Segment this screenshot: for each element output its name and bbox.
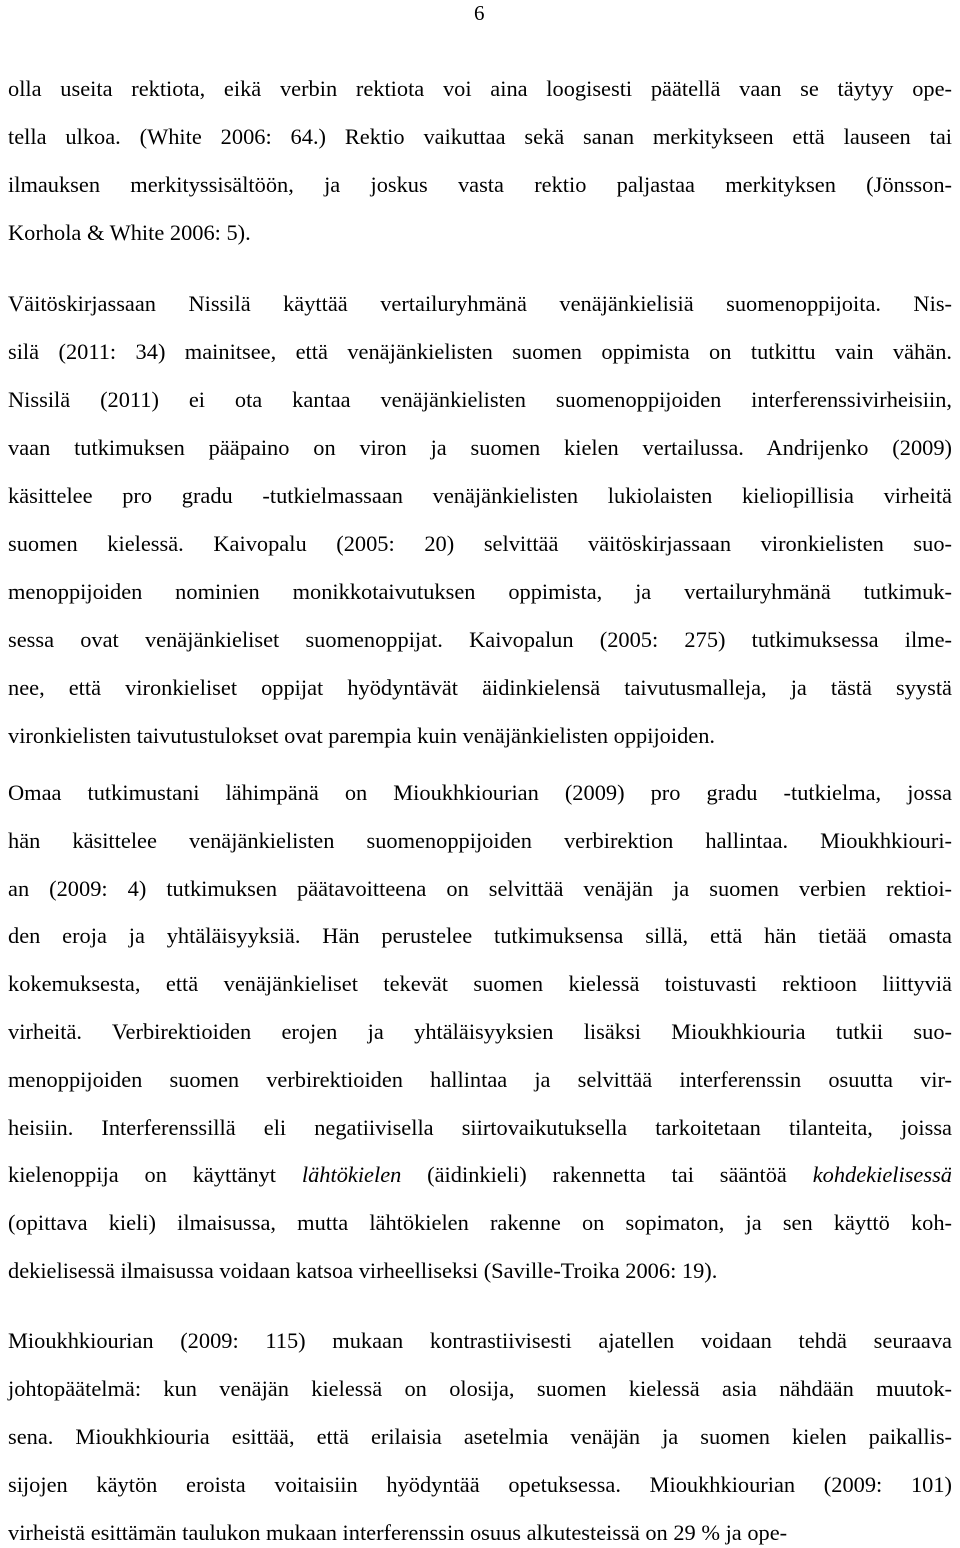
text-line: den eroja ja yhtäläisyyksiä. Hän perustelee tutkimuksensa sillä, että hän tietää omasta xyxy=(8,923,952,948)
text-line: menoppijoiden suomen verbirektioiden hallintaa ja selvittää interferenssin osuutta vir- xyxy=(8,1067,952,1092)
text-line: ilmauksen merkityssisältöön, ja joskus vasta rektio paljastaa merkityksen (Jönsson- xyxy=(8,172,952,197)
text-line: silä (2011: 34) mainitsee, että venäjänkielisten suomen oppimista on tutkittu vain vähän. xyxy=(8,339,952,364)
text-line: an (2009: 4) tutkimuksen päätavoitteena on selvittää venäjän ja suomen verbien rektioi- xyxy=(8,876,952,901)
text-line: Omaa tutkimustani lähimpänä on Mioukhkiourian (2009) pro gradu -tutkielma, jossa xyxy=(8,780,952,805)
text-line: Väitöskirjassaan Nissilä käyttää vertailuryhmänä venäjänkielisiä suomenoppijoita. Nis- xyxy=(8,291,952,316)
text-line: virheistä esittämän taulukon mukaan interferenssin osuus alkutesteissä on 29 % ja ope- xyxy=(8,1520,788,1545)
text-line: olla useita rektiota, eikä verbin rektiota voi aina loogisesti päätellä vaan se täytyy ope- xyxy=(8,76,952,101)
text-line: tella ulkoa. (White 2006: 64.) Rektio vaikuttaa sekä sanan merkitykseen että lauseen tai xyxy=(8,124,952,149)
text-line: vironkielisten taivutustulokset ovat parempia kuin venäjänkielisten oppijoiden. xyxy=(8,723,716,748)
text-line: kokemuksesta, että venäjänkieliset tekevät suomen kielessä toistuvasti rektioon liittyviä xyxy=(8,971,952,996)
text-line: virheitä. Verbirektioiden erojen ja yhtäläisyyksien lisäksi Mioukhkiouria tutkii suo- xyxy=(8,1019,952,1044)
text-line: menoppijoiden nominien monikkotaivutuksen oppimista, ja vertailuryhmänä tutkimuk- xyxy=(8,579,952,604)
text-line: Mioukhkiourian (2009: 115) mukaan kontrastiivisesti ajatellen voidaan tehdä seuraava xyxy=(8,1328,952,1353)
text-line: Nissilä (2011) ei ota kantaa venäjänkielisten suomenoppijoiden interferenssivirheisiin, xyxy=(8,387,952,412)
text-line: kielenoppija on käyttänyt lähtökielen (äidinkieli) rakennetta tai sääntöä kohdekielisessä xyxy=(8,1162,952,1187)
text-line: johtopäätelmä: kun venäjän kielessä on olosija, suomen kielessä asia nähdään muutok- xyxy=(8,1376,952,1401)
text-line: käsittelee pro gradu -tutkielmassaan venäjänkielisten lukiolaisten kieliopillisia virheitä xyxy=(8,483,952,508)
text-line: sena. Mioukhkiouria esittää, että erilaisia asetelmia venäjän ja suomen kielen paikallis- xyxy=(8,1424,952,1449)
text-line: hän käsittelee venäjänkielisten suomenoppijoiden verbirektion hallintaa. Mioukhkiouri- xyxy=(8,828,952,853)
text-line: vaan tutkimuksen pääpaino on viron ja suomen kielen vertailussa. Andrijenko (2009) xyxy=(8,435,952,460)
text-line: (opittava kieli) ilmaisussa, mutta lähtökielen rakenne on sopimaton, ja sen käyttö koh- xyxy=(8,1210,952,1235)
text-line: suomen kielessä. Kaivopalu (2005: 20) selvittää väitöskirjassaan vironkielisten suo- xyxy=(8,531,952,556)
text-line: nee, että vironkieliset oppijat hyödyntävät äidinkielensä taivutusmalleja, ja tästä syystä xyxy=(8,675,952,700)
italic-term: lähtökielen xyxy=(301,1162,402,1187)
text-line: sessa ovat venäjänkieliset suomenoppijat. Kaivopalun (2005: 275) tutkimuksessa ilme- xyxy=(8,627,952,652)
text-line: dekielisessä ilmaisussa voidaan katsoa virheelliseksi (Saville-Troika 2006: 19). xyxy=(8,1258,718,1283)
text-line: sijojen käytön eroista voitaisiin hyödyntää opetuksessa. Mioukhkiourian (2009: 101) xyxy=(8,1472,952,1497)
text-line: heisiin. Interferenssillä eli negatiivisella siirtovaikutuksella tarkoitetaan tilanteita, joissa xyxy=(8,1115,952,1140)
page-number: 6 xyxy=(474,1,485,25)
text-line: Korhola & White 2006: 5). xyxy=(8,220,251,245)
italic-term: kohdekielisessä xyxy=(812,1162,952,1187)
